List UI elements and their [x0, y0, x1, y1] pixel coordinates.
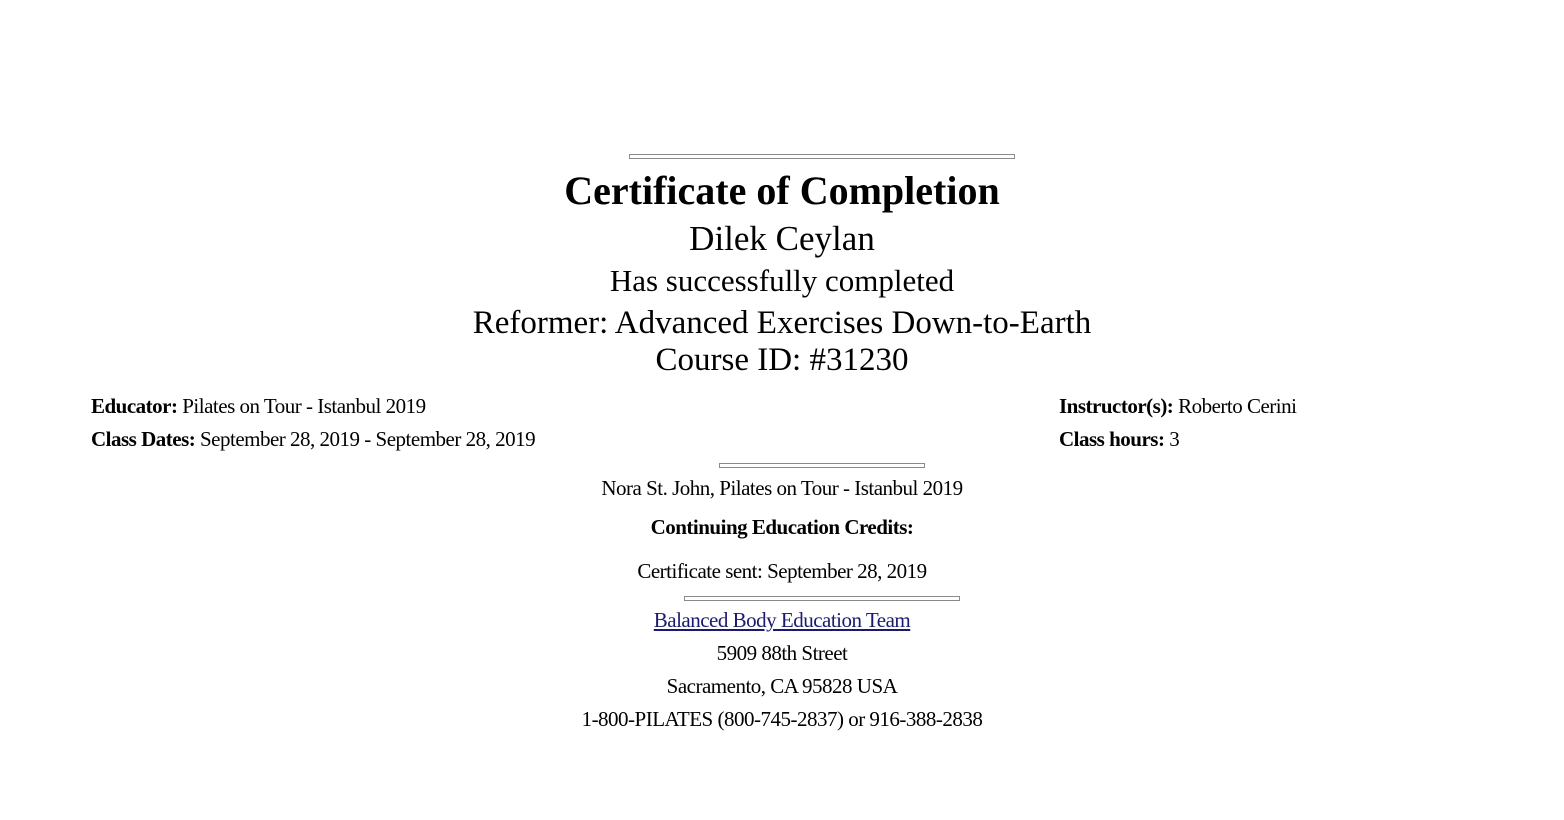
signature-divider	[719, 463, 925, 468]
course-id: Course ID: #31230	[655, 342, 909, 378]
footer-link-row	[0, 610, 1564, 631]
instructors-label: Instructor(s):	[1059, 394, 1174, 418]
class-dates-label: Class Dates:	[91, 427, 196, 451]
instructors-value: Roberto Cerini	[1178, 394, 1297, 418]
phone-number: 1-800-PILATES (800-745-2837) or 916-388-2838	[581, 707, 983, 731]
certificate-title: Certificate of Completion	[564, 168, 1000, 213]
top-divider	[629, 154, 1015, 159]
signer-name: Nora St. John, Pilates on Tour - Istanbul 2019	[601, 476, 963, 500]
education-team-link[interactable]: Balanced Body Education Team	[653, 608, 911, 632]
address-line-1: 5909 88th Street	[716, 641, 848, 665]
class-dates-value: September 28, 2019 - September 28, 2019	[200, 427, 536, 451]
ce-credits-label: Continuing Education Credits:	[650, 515, 914, 539]
certificate-sent-date: Certificate sent: September 28, 2019	[637, 559, 927, 583]
class-hours-label: Class hours:	[1059, 427, 1165, 451]
class-hours-value: 3	[1169, 427, 1180, 451]
educator-label: Educator:	[91, 394, 178, 418]
completion-statement: Has successfully completed	[609, 263, 955, 298]
instructors-row	[1059, 396, 1296, 417]
footer-divider	[684, 596, 960, 601]
course-name: Reformer: Advanced Exercises Down-to-Earth	[472, 305, 1092, 341]
class-dates-row	[91, 429, 535, 450]
recipient-name: Dilek Ceylan	[689, 219, 875, 258]
educator-value: Pilates on Tour - Istanbul 2019	[182, 394, 426, 418]
educator-row	[91, 396, 426, 417]
address-line-2: Sacramento, CA 95828 USA	[666, 674, 898, 698]
class-hours-row	[1059, 429, 1179, 450]
